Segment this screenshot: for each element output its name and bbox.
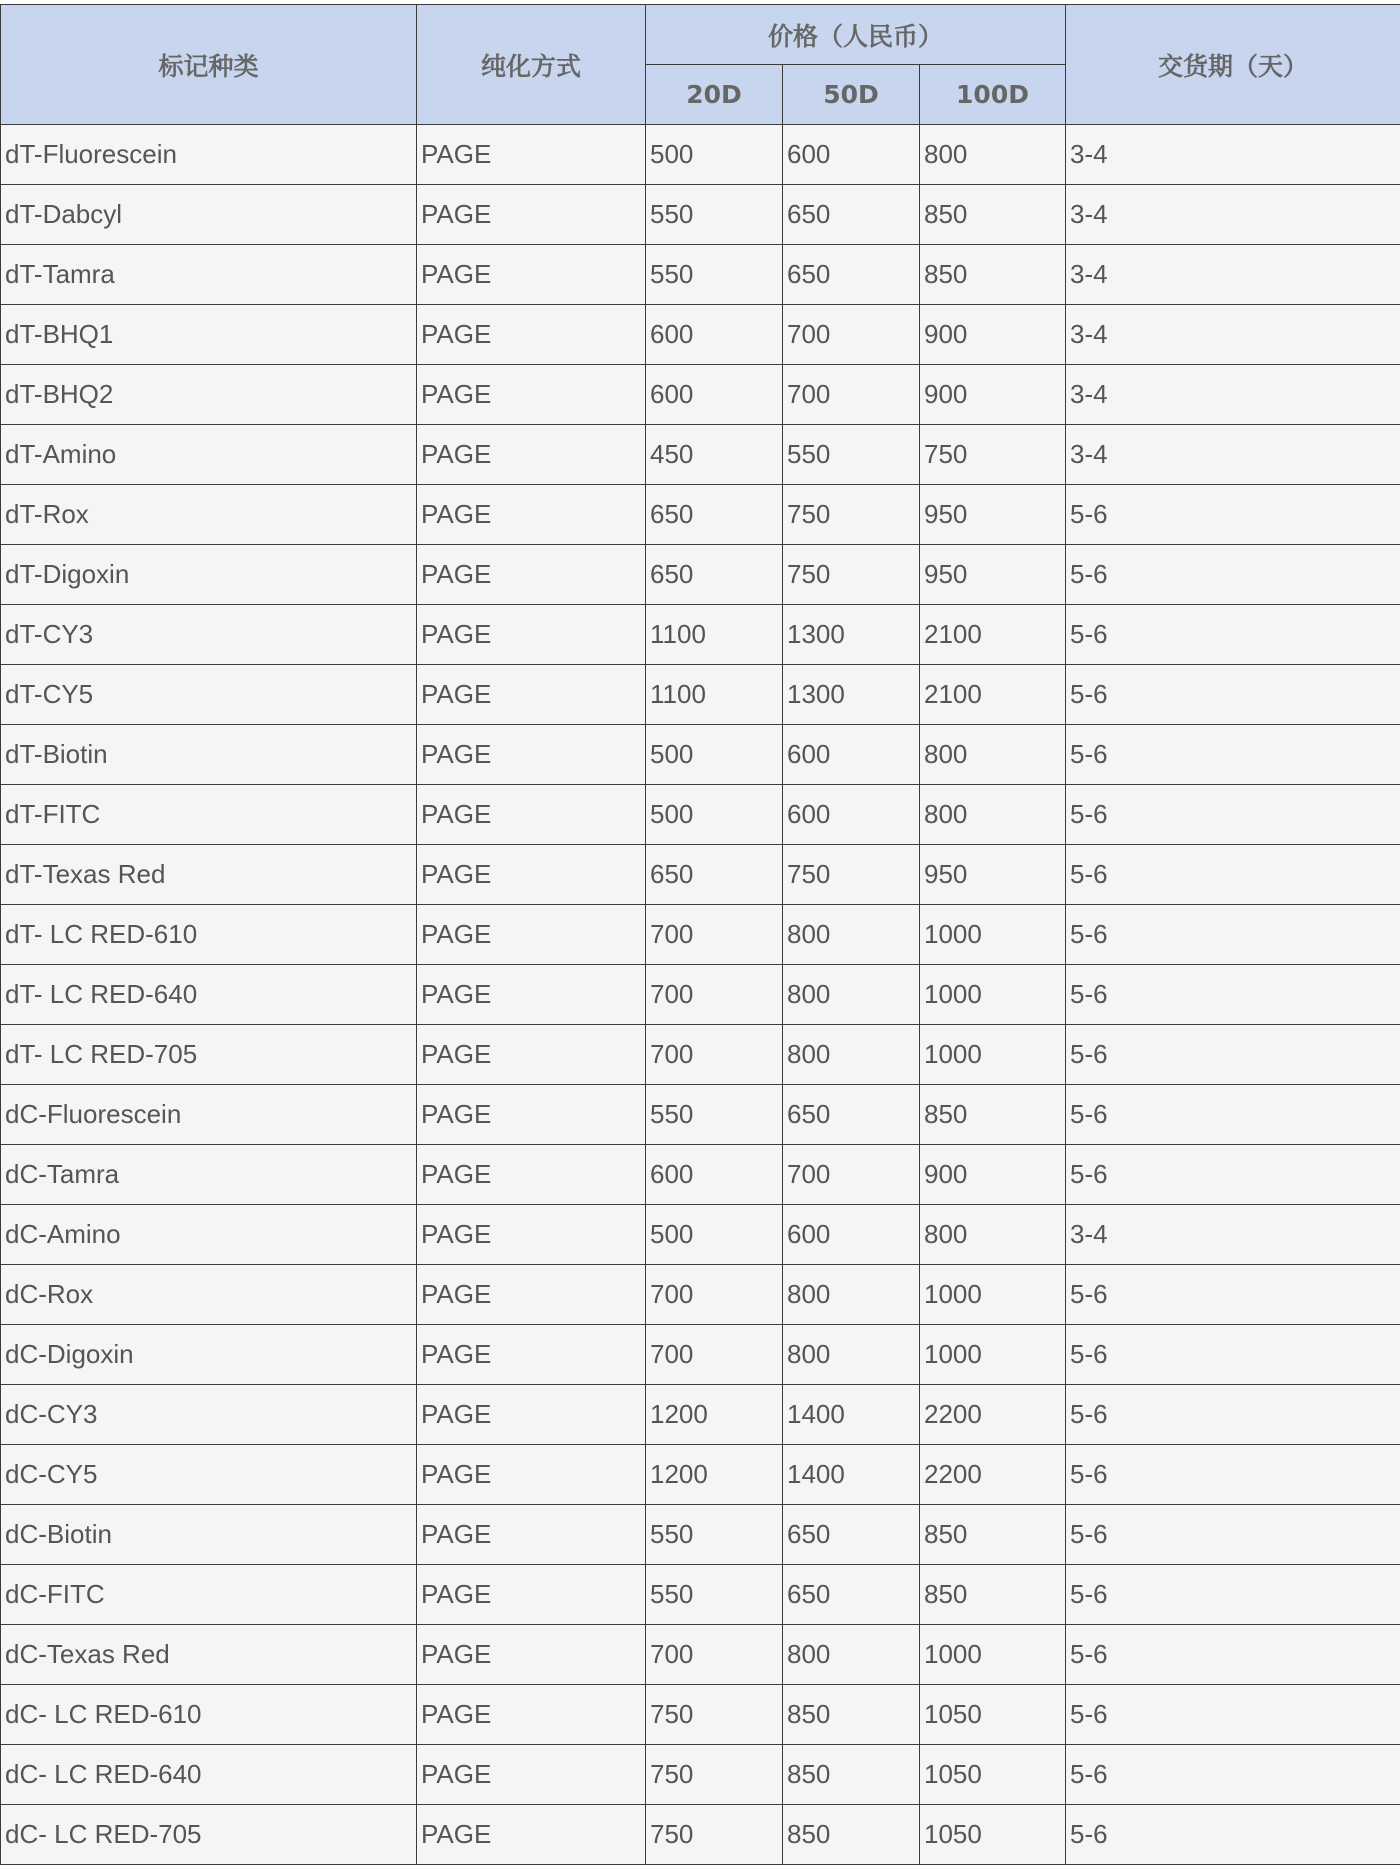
cell-delivery: 5-6: [1066, 1445, 1400, 1505]
cell-delivery: 5-6: [1066, 725, 1400, 785]
price-table: [0, 4, 1400, 1865]
table-header: [1, 5, 1400, 125]
cell-label-type: dT-Tamra: [1, 245, 417, 305]
cell-price-50d: 1300: [783, 665, 920, 725]
cell-label-type: dC-Amino: [1, 1205, 417, 1265]
cell-price-50d: 650: [783, 1505, 920, 1565]
cell-purification: PAGE: [417, 485, 646, 545]
header-price-100d: 100D: [920, 65, 1066, 125]
cell-price-100d: 800: [920, 785, 1066, 845]
table-row: [1, 1205, 1400, 1265]
cell-label-type: dT-Biotin: [1, 725, 417, 785]
cell-price-100d: 900: [920, 305, 1066, 365]
header-price-20d: 20D: [646, 65, 783, 125]
cell-price-50d: 1400: [783, 1385, 920, 1445]
cell-purification: PAGE: [417, 1085, 646, 1145]
cell-price-50d: 800: [783, 1325, 920, 1385]
cell-price-100d: 1000: [920, 965, 1066, 1025]
cell-price-20d: 650: [646, 485, 783, 545]
cell-price-50d: 650: [783, 185, 920, 245]
header-row-top: [1, 5, 1400, 65]
cell-label-type: dC-Texas Red: [1, 1625, 417, 1685]
cell-delivery: 5-6: [1066, 1625, 1400, 1685]
cell-price-20d: 500: [646, 125, 783, 185]
cell-delivery: 5-6: [1066, 1085, 1400, 1145]
table-row: [1, 1385, 1400, 1445]
cell-price-20d: 700: [646, 1025, 783, 1085]
cell-price-20d: 650: [646, 545, 783, 605]
cell-price-100d: 850: [920, 185, 1066, 245]
cell-price-20d: 600: [646, 1145, 783, 1205]
cell-price-100d: 850: [920, 245, 1066, 305]
cell-label-type: dT-FITC: [1, 785, 417, 845]
cell-label-type: dC-Digoxin: [1, 1325, 417, 1385]
table-row: [1, 1625, 1400, 1685]
cell-delivery: 5-6: [1066, 965, 1400, 1025]
table-row: [1, 1265, 1400, 1325]
cell-purification: PAGE: [417, 1265, 646, 1325]
cell-price-100d: 950: [920, 845, 1066, 905]
cell-delivery: 5-6: [1066, 1265, 1400, 1325]
cell-price-50d: 1400: [783, 1445, 920, 1505]
cell-purification: PAGE: [417, 1565, 646, 1625]
cell-label-type: dC-CY5: [1, 1445, 417, 1505]
cell-label-type: dT-Rox: [1, 485, 417, 545]
cell-price-20d: 550: [646, 1565, 783, 1625]
cell-purification: PAGE: [417, 365, 646, 425]
table-row: [1, 1565, 1400, 1625]
cell-price-100d: 900: [920, 1145, 1066, 1205]
cell-price-100d: 1000: [920, 1025, 1066, 1085]
cell-purification: PAGE: [417, 1445, 646, 1505]
cell-delivery: 5-6: [1066, 1505, 1400, 1565]
header-price-50d: 50D: [783, 65, 920, 125]
cell-delivery: 5-6: [1066, 785, 1400, 845]
cell-purification: PAGE: [417, 125, 646, 185]
cell-label-type: dC-Rox: [1, 1265, 417, 1325]
cell-price-20d: 550: [646, 1505, 783, 1565]
cell-price-50d: 800: [783, 905, 920, 965]
table-row: [1, 1745, 1400, 1805]
table-row: [1, 1445, 1400, 1505]
cell-label-type: dT-Amino: [1, 425, 417, 485]
cell-price-50d: 600: [783, 125, 920, 185]
cell-price-50d: 650: [783, 1085, 920, 1145]
cell-price-50d: 800: [783, 1625, 920, 1685]
cell-price-50d: 1300: [783, 605, 920, 665]
cell-delivery: 3-4: [1066, 425, 1400, 485]
cell-price-100d: 800: [920, 125, 1066, 185]
cell-price-20d: 600: [646, 305, 783, 365]
table-row: [1, 425, 1400, 485]
cell-price-100d: 1050: [920, 1685, 1066, 1745]
table-row: [1, 365, 1400, 425]
cell-delivery: 5-6: [1066, 1565, 1400, 1625]
cell-delivery: 3-4: [1066, 245, 1400, 305]
cell-purification: PAGE: [417, 1205, 646, 1265]
cell-price-100d: 1050: [920, 1805, 1066, 1865]
cell-delivery: 5-6: [1066, 605, 1400, 665]
cell-price-100d: 2200: [920, 1385, 1066, 1445]
cell-label-type: dC-FITC: [1, 1565, 417, 1625]
header-label-type: 标记种类: [1, 5, 417, 125]
table-row: [1, 1325, 1400, 1385]
cell-price-100d: 950: [920, 545, 1066, 605]
cell-purification: PAGE: [417, 665, 646, 725]
cell-price-20d: 650: [646, 845, 783, 905]
cell-price-20d: 450: [646, 425, 783, 485]
cell-purification: PAGE: [417, 845, 646, 905]
cell-price-100d: 950: [920, 485, 1066, 545]
table-row: [1, 545, 1400, 605]
cell-purification: PAGE: [417, 425, 646, 485]
cell-delivery: 5-6: [1066, 1385, 1400, 1445]
cell-label-type: dT-Texas Red: [1, 845, 417, 905]
cell-price-50d: 750: [783, 485, 920, 545]
cell-purification: PAGE: [417, 605, 646, 665]
cell-price-50d: 800: [783, 1025, 920, 1085]
cell-purification: PAGE: [417, 1505, 646, 1565]
cell-label-type: dC-CY3: [1, 1385, 417, 1445]
cell-label-type: dT-CY3: [1, 605, 417, 665]
cell-delivery: 3-4: [1066, 305, 1400, 365]
cell-price-100d: 1000: [920, 1265, 1066, 1325]
cell-price-50d: 700: [783, 1145, 920, 1205]
cell-label-type: dT-CY5: [1, 665, 417, 725]
cell-price-20d: 550: [646, 245, 783, 305]
cell-label-type: dC-Tamra: [1, 1145, 417, 1205]
cell-purification: PAGE: [417, 245, 646, 305]
cell-delivery: 3-4: [1066, 365, 1400, 425]
cell-price-100d: 2100: [920, 665, 1066, 725]
cell-price-20d: 700: [646, 1325, 783, 1385]
cell-price-50d: 800: [783, 1265, 920, 1325]
table-body: [1, 125, 1400, 1865]
cell-delivery: 5-6: [1066, 845, 1400, 905]
cell-purification: PAGE: [417, 545, 646, 605]
cell-purification: PAGE: [417, 1145, 646, 1205]
cell-purification: PAGE: [417, 1805, 646, 1865]
cell-label-type: dT- LC RED-610: [1, 905, 417, 965]
cell-price-50d: 750: [783, 845, 920, 905]
table-row: [1, 605, 1400, 665]
cell-price-50d: 600: [783, 725, 920, 785]
cell-price-50d: 750: [783, 545, 920, 605]
cell-price-50d: 850: [783, 1745, 920, 1805]
cell-label-type: dC- LC RED-705: [1, 1805, 417, 1865]
table-row: [1, 1805, 1400, 1865]
cell-price-50d: 850: [783, 1805, 920, 1865]
cell-price-100d: 750: [920, 425, 1066, 485]
cell-price-100d: 1050: [920, 1745, 1066, 1805]
table-row: [1, 125, 1400, 185]
table-row: [1, 305, 1400, 365]
cell-price-100d: 900: [920, 365, 1066, 425]
cell-price-20d: 700: [646, 965, 783, 1025]
cell-delivery: 5-6: [1066, 1325, 1400, 1385]
cell-label-type: dC-Fluorescein: [1, 1085, 417, 1145]
cell-delivery: 3-4: [1066, 125, 1400, 185]
cell-price-20d: 500: [646, 785, 783, 845]
cell-delivery: 3-4: [1066, 185, 1400, 245]
cell-price-20d: 1100: [646, 605, 783, 665]
table-row: [1, 485, 1400, 545]
cell-purification: PAGE: [417, 785, 646, 845]
cell-price-20d: 750: [646, 1805, 783, 1865]
cell-price-50d: 650: [783, 1565, 920, 1625]
cell-purification: PAGE: [417, 965, 646, 1025]
cell-price-50d: 800: [783, 965, 920, 1025]
table-row: [1, 1025, 1400, 1085]
cell-price-50d: 550: [783, 425, 920, 485]
cell-purification: PAGE: [417, 725, 646, 785]
cell-price-100d: 2200: [920, 1445, 1066, 1505]
cell-price-50d: 700: [783, 365, 920, 425]
table-row: [1, 965, 1400, 1025]
cell-delivery: 5-6: [1066, 485, 1400, 545]
cell-delivery: 5-6: [1066, 1745, 1400, 1805]
table-row: [1, 185, 1400, 245]
cell-price-20d: 750: [646, 1685, 783, 1745]
cell-delivery: 5-6: [1066, 1025, 1400, 1085]
table-row: [1, 1145, 1400, 1205]
cell-price-20d: 1200: [646, 1445, 783, 1505]
header-delivery: 交货期（天）: [1066, 5, 1400, 125]
cell-price-50d: 700: [783, 305, 920, 365]
cell-price-100d: 850: [920, 1085, 1066, 1145]
table-row: [1, 905, 1400, 965]
header-price-group: 价格（人民币）: [646, 5, 1066, 65]
cell-price-100d: 2100: [920, 605, 1066, 665]
cell-delivery: 5-6: [1066, 545, 1400, 605]
table-row: [1, 785, 1400, 845]
cell-price-100d: 850: [920, 1565, 1066, 1625]
cell-purification: PAGE: [417, 1025, 646, 1085]
cell-price-100d: 1000: [920, 1325, 1066, 1385]
cell-price-20d: 550: [646, 1085, 783, 1145]
cell-price-20d: 550: [646, 185, 783, 245]
cell-price-50d: 600: [783, 1205, 920, 1265]
cell-label-type: dT-BHQ1: [1, 305, 417, 365]
table-row: [1, 665, 1400, 725]
table-row: [1, 1685, 1400, 1745]
cell-delivery: 3-4: [1066, 1205, 1400, 1265]
cell-price-20d: 750: [646, 1745, 783, 1805]
cell-label-type: dT-Digoxin: [1, 545, 417, 605]
cell-price-20d: 700: [646, 1625, 783, 1685]
cell-price-100d: 1000: [920, 1625, 1066, 1685]
table-row: [1, 845, 1400, 905]
cell-purification: PAGE: [417, 185, 646, 245]
cell-label-type: dT- LC RED-705: [1, 1025, 417, 1085]
cell-purification: PAGE: [417, 305, 646, 365]
table-row: [1, 725, 1400, 785]
cell-delivery: 5-6: [1066, 905, 1400, 965]
table-row: [1, 245, 1400, 305]
table-row: [1, 1505, 1400, 1565]
cell-purification: PAGE: [417, 1385, 646, 1445]
cell-label-type: dT-Fluorescein: [1, 125, 417, 185]
cell-purification: PAGE: [417, 1325, 646, 1385]
cell-delivery: 5-6: [1066, 1685, 1400, 1745]
cell-delivery: 5-6: [1066, 1805, 1400, 1865]
cell-label-type: dT-BHQ2: [1, 365, 417, 425]
cell-label-type: dT-Dabcyl: [1, 185, 417, 245]
cell-price-50d: 650: [783, 245, 920, 305]
cell-price-20d: 500: [646, 1205, 783, 1265]
cell-price-20d: 600: [646, 365, 783, 425]
table-row: [1, 1085, 1400, 1145]
cell-price-20d: 1200: [646, 1385, 783, 1445]
cell-label-type: dC- LC RED-640: [1, 1745, 417, 1805]
cell-label-type: dC- LC RED-610: [1, 1685, 417, 1745]
cell-price-20d: 700: [646, 905, 783, 965]
header-purification: 纯化方式: [417, 5, 646, 125]
cell-purification: PAGE: [417, 905, 646, 965]
cell-purification: PAGE: [417, 1685, 646, 1745]
cell-price-20d: 700: [646, 1265, 783, 1325]
cell-purification: PAGE: [417, 1625, 646, 1685]
cell-price-100d: 800: [920, 1205, 1066, 1265]
cell-price-100d: 800: [920, 725, 1066, 785]
cell-price-50d: 600: [783, 785, 920, 845]
cell-label-type: dT- LC RED-640: [1, 965, 417, 1025]
cell-price-100d: 850: [920, 1505, 1066, 1565]
cell-delivery: 5-6: [1066, 665, 1400, 725]
cell-price-100d: 1000: [920, 905, 1066, 965]
cell-label-type: dC-Biotin: [1, 1505, 417, 1565]
cell-price-50d: 850: [783, 1685, 920, 1745]
cell-price-20d: 1100: [646, 665, 783, 725]
cell-price-20d: 500: [646, 725, 783, 785]
cell-delivery: 5-6: [1066, 1145, 1400, 1205]
cell-purification: PAGE: [417, 1745, 646, 1805]
